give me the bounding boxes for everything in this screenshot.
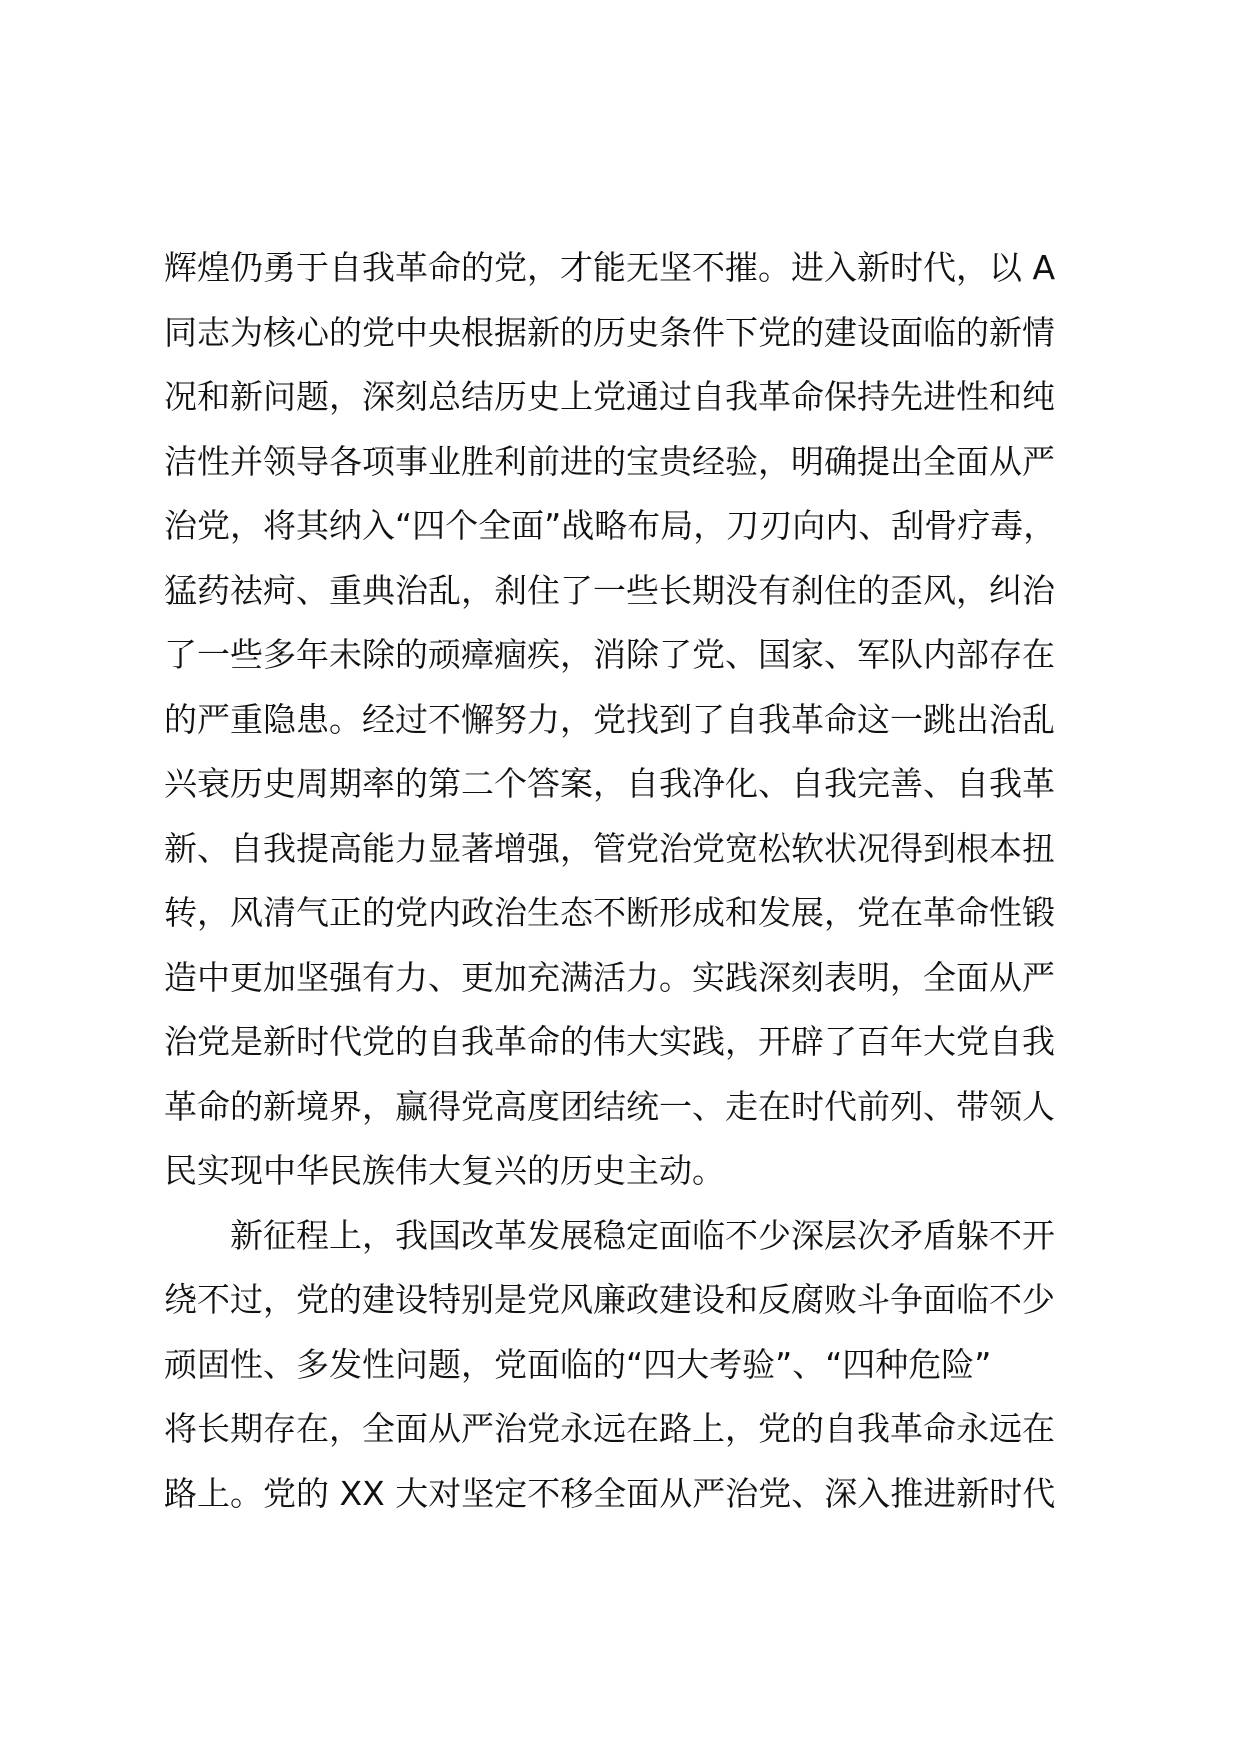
text-line: 民实现中华民族伟大复兴的历史主动。 xyxy=(164,1151,725,1190)
text-line: 路上。党的 XX 大对坚定不移全面从严治党、深入推进新时代 xyxy=(164,1473,1056,1513)
text-line: 同志为核心的党中央根据新的历史条件下党的建设面临的新情 xyxy=(164,312,1055,352)
text-line: 顽固性、多发性问题，党面临的“四大考验”、“四种危险” xyxy=(164,1344,992,1384)
text-line: 转，风清气正的党内政治生态不断形成和发展，党在革命性锻 xyxy=(164,893,1055,932)
text-line: 新、自我提高能力显著增强，管党治党宽松软状况得到根本扭 xyxy=(164,828,1055,868)
text-line: 洁性并领导各项事业胜利前进的宝贵经验，明确提出全面从严 xyxy=(164,441,1055,481)
text-line: 况和新问题，深刻总结历史上党通过自我革命保持先进性和纯 xyxy=(164,377,1055,416)
body-text xyxy=(164,236,1124,1526)
paragraph xyxy=(164,236,1124,1204)
text-line: 兴衰历史周期率的第二个答案，自我净化、自我完善、自我革 xyxy=(164,764,1055,803)
text-line: 的严重隐患。经过不懈努力，党找到了自我革命这一跳出治乱 xyxy=(164,699,1055,739)
text-line: 新征程上，我国改革发展稳定面临不少深层次矛盾躲不开 xyxy=(230,1215,1055,1255)
text-line: 革命的新境界，赢得党高度团结统一、走在时代前列、带领人 xyxy=(164,1086,1055,1126)
text-line: 将长期存在，全面从严治党永远在路上，党的自我革命永远在 xyxy=(164,1409,1055,1448)
text-line: 绕不过，党的建设特别是党风廉政建设和反腐败斗争面临不少 xyxy=(164,1280,1055,1319)
text-line: 造中更加坚强有力、更加充满活力。实践深刻表明，全面从严 xyxy=(164,957,1055,997)
text-line: 辉煌仍勇于自我革命的党，才能无坚不摧。进入新时代，以 A xyxy=(164,248,1056,287)
text-line: 猛药祛疴、重典治乱，刹住了一些长期没有刹住的歪风，纠治 xyxy=(164,570,1055,610)
paragraph xyxy=(164,1204,1124,1527)
text-line: 治党，将其纳入“四个全面”战略布局，刀刃向内、刮骨疗毒， xyxy=(164,506,1057,545)
text-line: 了一些多年未除的顽瘴痼疾，消除了党、国家、军队内部存在 xyxy=(164,635,1055,674)
text-line: 治党是新时代党的自我革命的伟大实践，开辟了百年大党自我 xyxy=(164,1022,1055,1061)
